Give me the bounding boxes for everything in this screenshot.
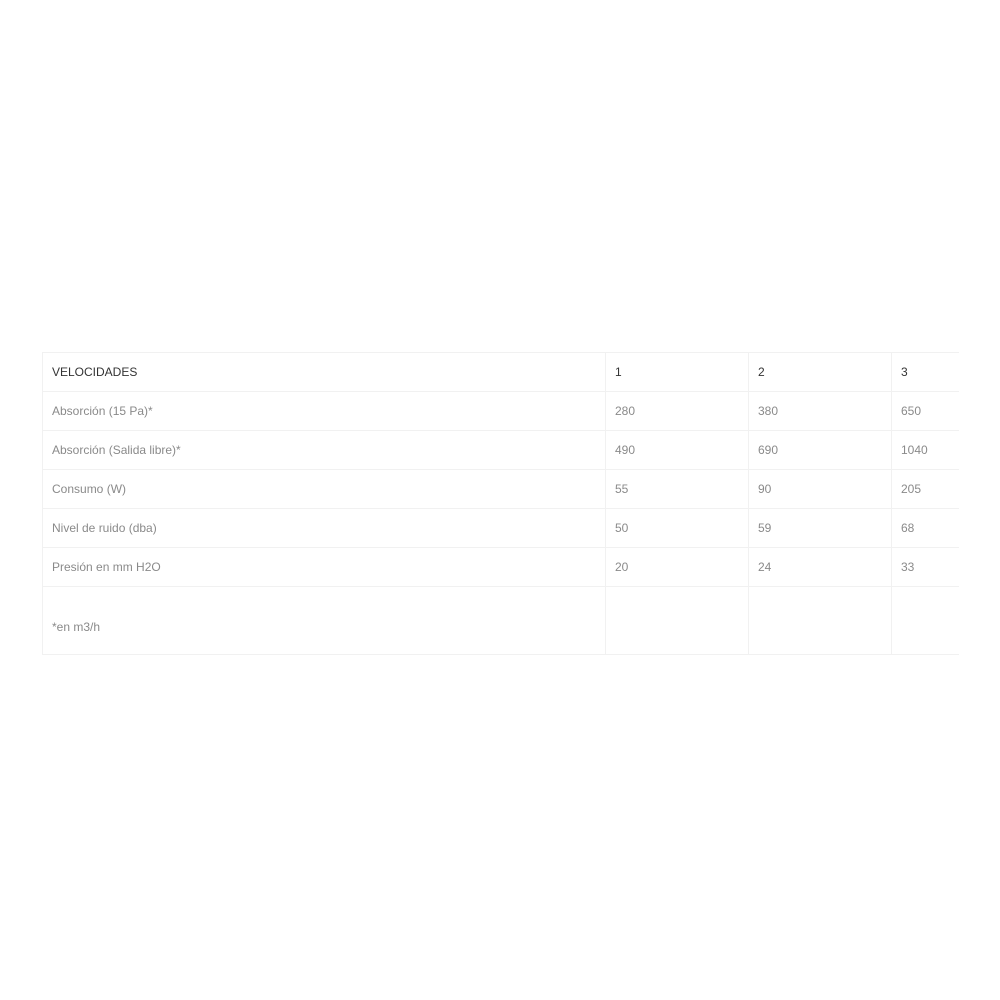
row-value: 50 [606, 509, 749, 548]
row-value: 280 [606, 392, 749, 431]
row-value: 490 [606, 431, 749, 470]
table-row [43, 509, 959, 548]
row-value: 33 [892, 548, 959, 587]
empty-cell [606, 587, 749, 655]
row-label: Nivel de ruido (dba) [43, 509, 606, 548]
row-value: 20 [606, 548, 749, 587]
row-value: 68 [892, 509, 959, 548]
footnote-row [43, 587, 959, 655]
row-value: 55 [606, 470, 749, 509]
header-cell-speed-3: 3 [892, 353, 959, 392]
row-value: 650 [892, 392, 959, 431]
footnote: *en m3/h [43, 587, 606, 655]
table-row [43, 431, 959, 470]
row-value: 1040 [892, 431, 959, 470]
row-value: 690 [749, 431, 892, 470]
empty-cell [892, 587, 959, 655]
row-value: 59 [749, 509, 892, 548]
header-cell-label: VELOCIDADES [43, 353, 606, 392]
table-row [43, 392, 959, 431]
empty-cell [749, 587, 892, 655]
row-value: 205 [892, 470, 959, 509]
row-label: Presión en mm H2O [43, 548, 606, 587]
row-label: Absorción (Salida libre)* [43, 431, 606, 470]
row-value: 90 [749, 470, 892, 509]
table-row [43, 548, 959, 587]
header-cell-speed-2: 2 [749, 353, 892, 392]
row-label: Consumo (W) [43, 470, 606, 509]
header-cell-speed-1: 1 [606, 353, 749, 392]
table-header-row [43, 353, 959, 392]
row-value: 380 [749, 392, 892, 431]
table-row [43, 470, 959, 509]
spec-table [42, 352, 959, 655]
row-value: 24 [749, 548, 892, 587]
row-label: Absorción (15 Pa)* [43, 392, 606, 431]
